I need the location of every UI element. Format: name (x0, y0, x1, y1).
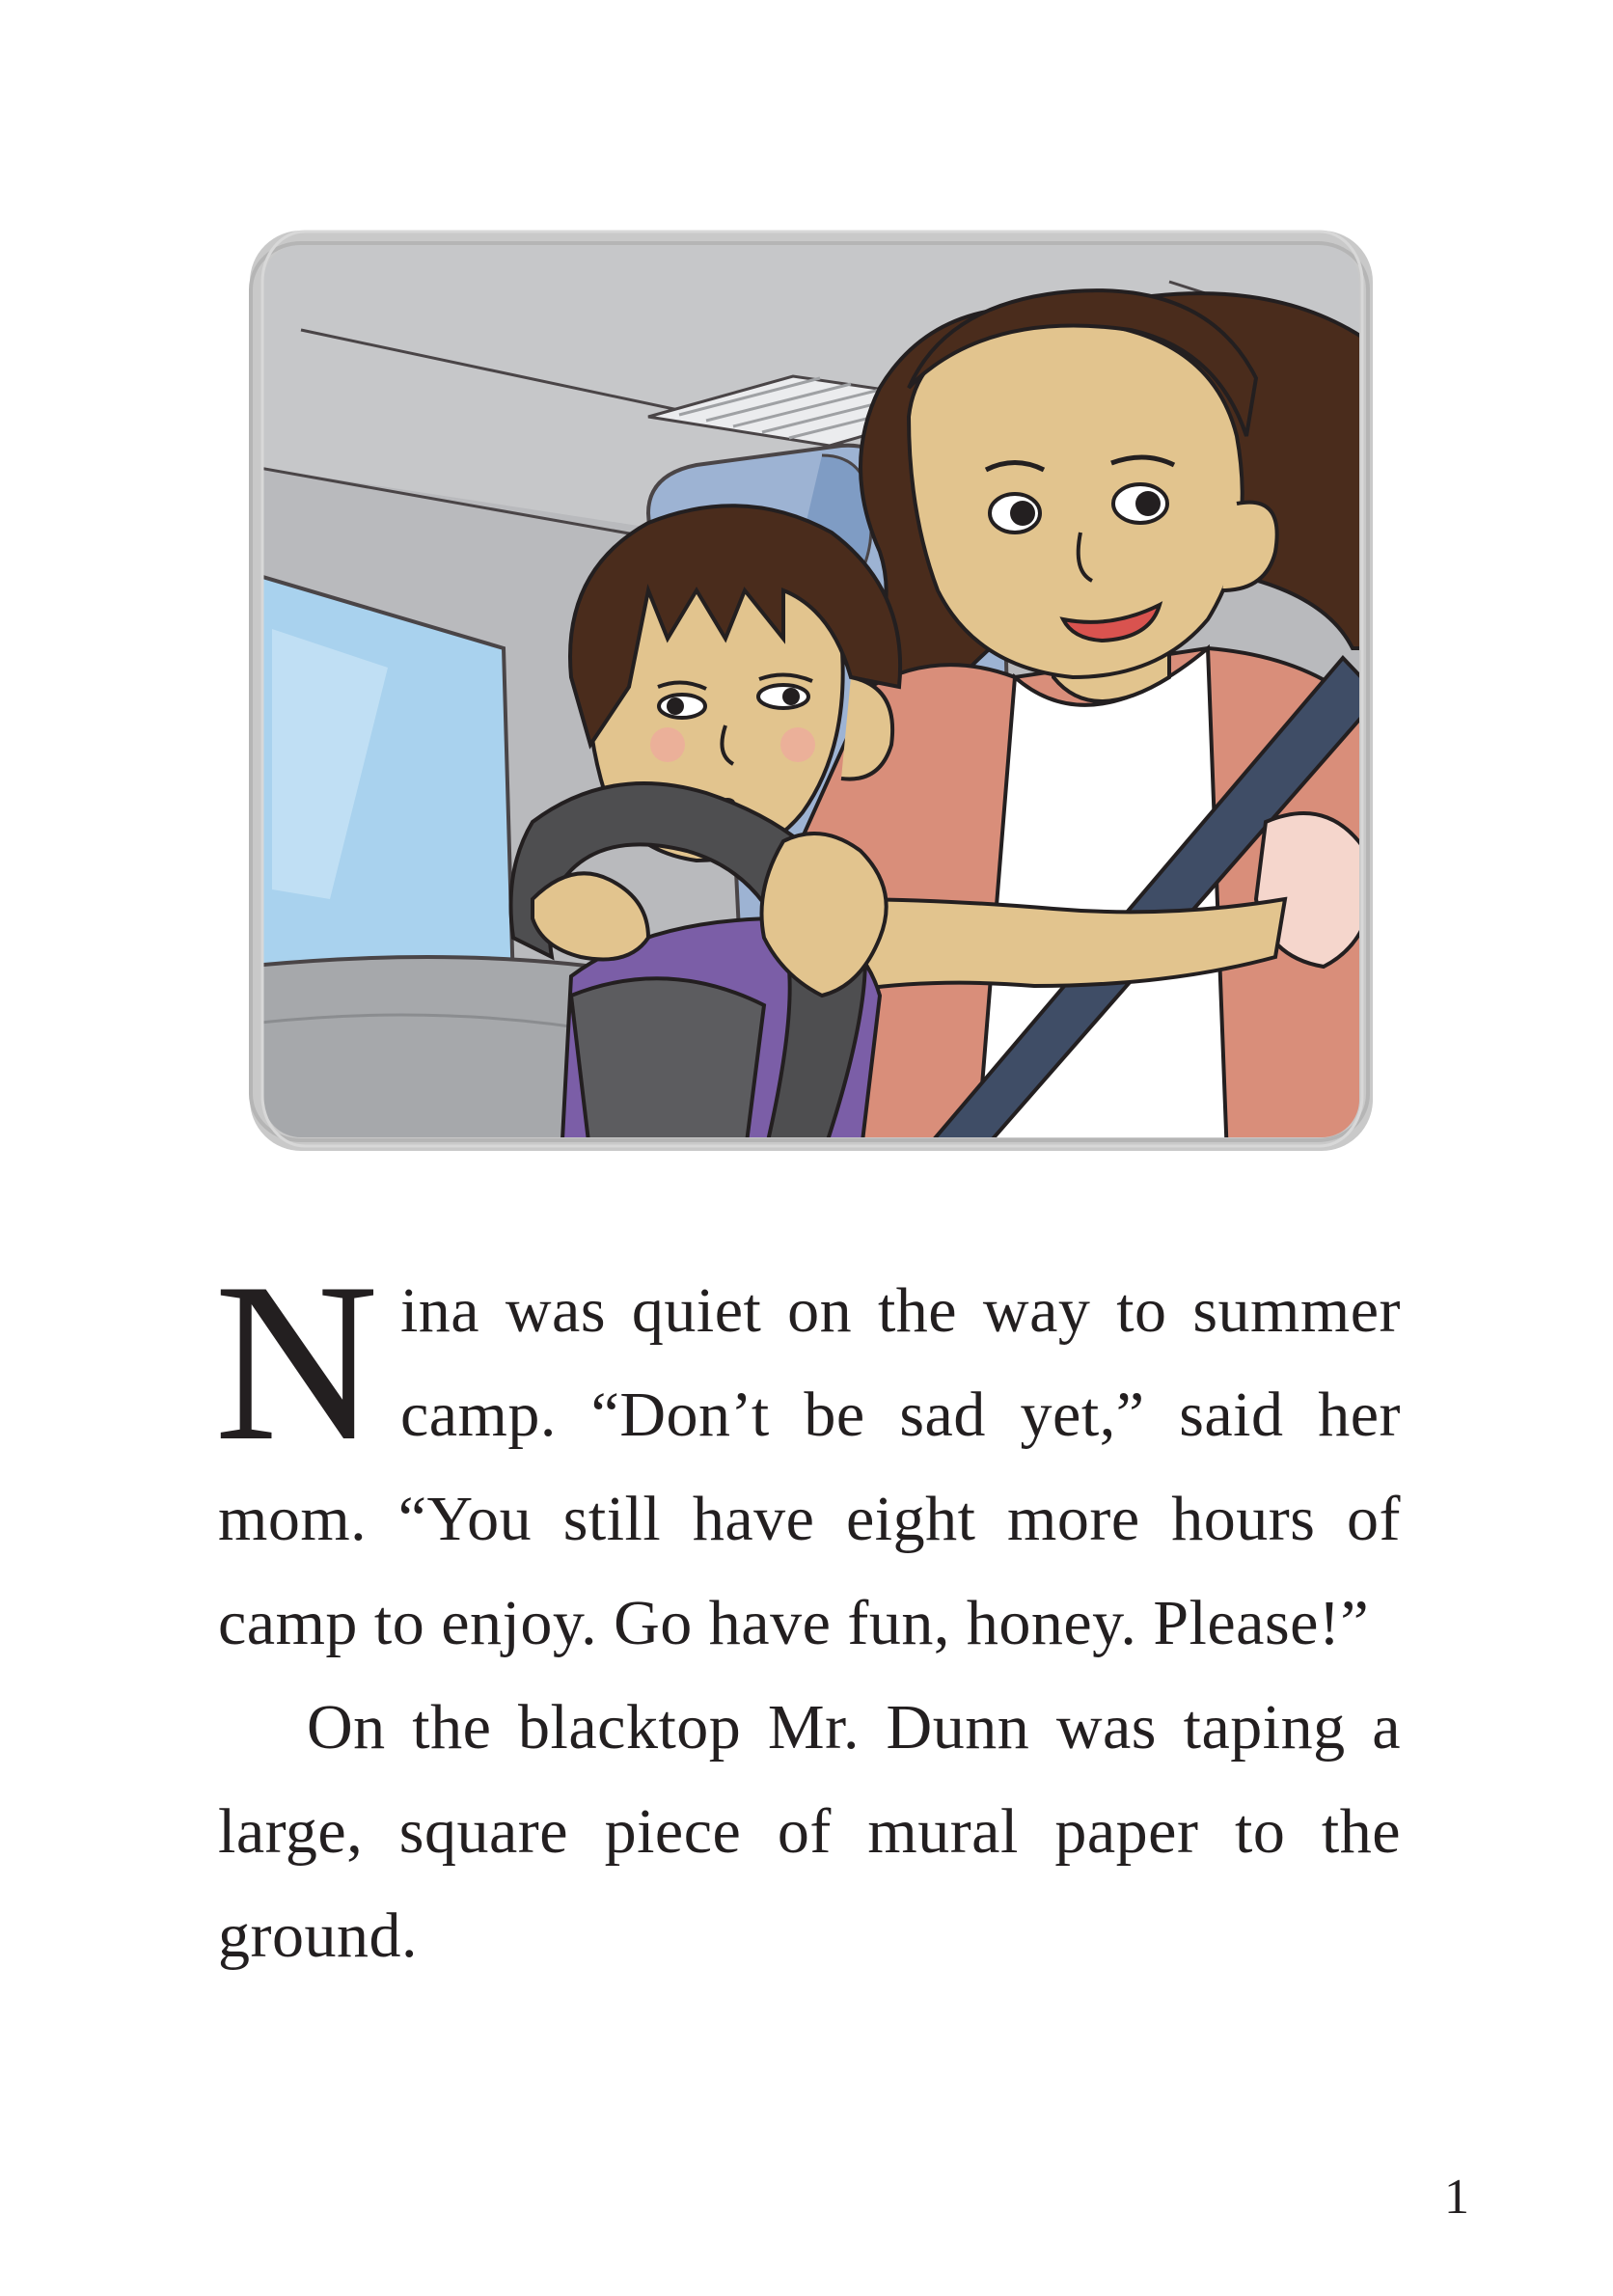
page-number: 1 (1444, 2170, 1469, 2225)
illustration-mom-driving-car (243, 224, 1380, 1158)
paragraph-1-text: ina was quiet on the way to summer camp. “Don’t be sad yet,” said her mom. “You still have eight more hours of camp to enjoy. Go have fun, honey. Please!” (218, 1275, 1401, 1658)
paragraph-2: On the blacktop Mr. Dunn was taping a large, square piece of mural paper to the ground. (218, 1692, 1401, 1971)
drop-cap: N (214, 1237, 379, 1489)
story-text (214, 1237, 1401, 1988)
paragraph-1 (214, 1237, 1401, 1676)
